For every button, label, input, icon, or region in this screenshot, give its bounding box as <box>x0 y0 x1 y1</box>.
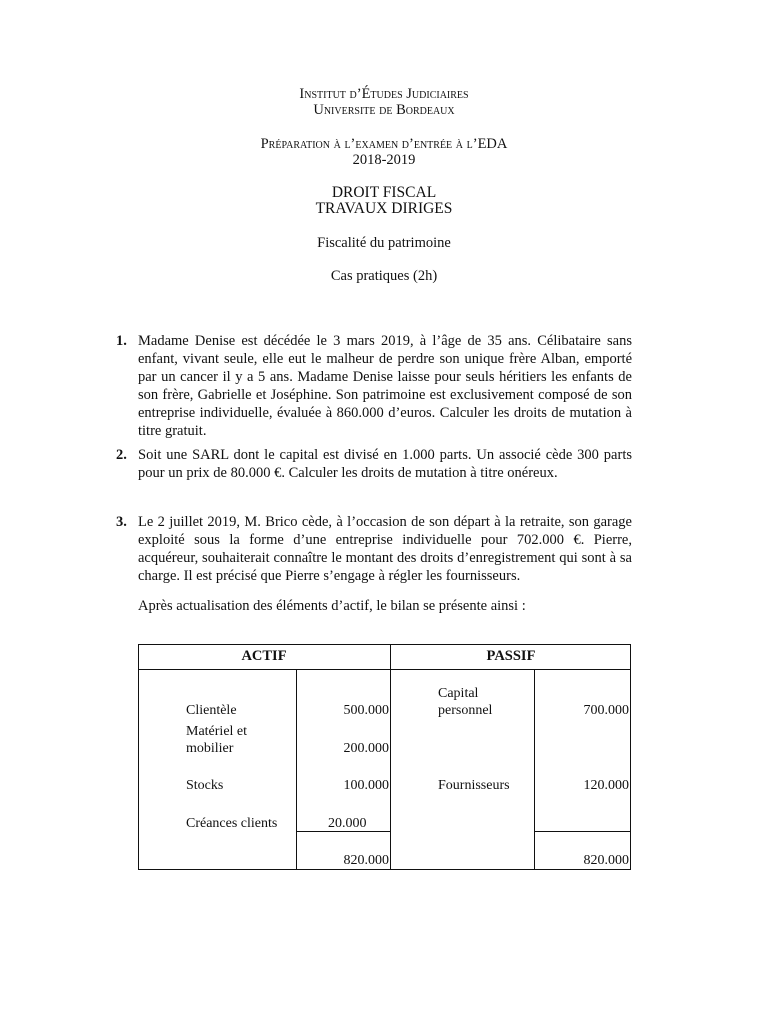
institute-name: Institut d’Études Judiciaires <box>299 86 469 102</box>
actif-label-stocks: Stocks <box>186 778 224 793</box>
passif-header: PASSIF <box>486 648 536 664</box>
table-border-left <box>138 644 139 870</box>
actif-label-materiel: Matériel et mobilier <box>186 724 248 756</box>
passif-value-fournisseurs: 120.000 <box>583 778 629 793</box>
actif-value-creances: 20.000 <box>328 816 367 831</box>
passif-label-fournisseurs: Fournisseurs <box>438 778 510 793</box>
university-name: Universite de Bordeaux <box>313 102 455 118</box>
question-text: Soit une SARL dont le capital est divisé en 1.000 parts. Un associé cède 300 parts pour un prix de 80.000 €. Calculer les droits de mutation à titre onéreux. <box>138 447 632 481</box>
preparation-title: Préparation à l’examen d’entrée à l’EDA <box>260 136 508 152</box>
exam-format: Cas pratiques (2h) <box>330 268 438 284</box>
question-number: 2. <box>116 447 127 463</box>
academic-year: 2018-2019 <box>352 152 416 168</box>
passif-value-column-line <box>534 669 535 870</box>
question-number: 1. <box>116 333 127 349</box>
question-text: Le 2 juillet 2019, M. Brico cède, à l’occasion de son départ à la retraite, son garage exploité sous la forme d’une entreprise individuelle pour 702.000 €. Pierre, acquéreur, souhaiterait connaître le montant des droits d’enregistrement qui sont à sa charge. Il est précisé que Pierre s’engage à régler les fournisseurs. <box>138 514 632 584</box>
header-separator <box>138 669 631 670</box>
actif-value-materiel: 200.000 <box>343 741 389 756</box>
passif-total: 820.000 <box>583 853 629 868</box>
table-border-right <box>630 644 631 870</box>
table-border-top <box>138 644 631 645</box>
question-number: 3. <box>116 514 127 530</box>
table-border-bottom <box>138 869 631 870</box>
actif-value-column-line <box>296 669 297 870</box>
question-text: Madame Denise est décédée le 3 mars 2019, à l’âge de 35 ans. Célibataire sans enfant, vivant seule, elle eut le malheur de perdre son unique frère Alban, emporté par un cancer il y a 5 ans. Madame Denise laisse pour seuls héritiers les enfants de son frère, Gabrielle et Joséphine. Son patrimoine est exclusivement composé de son entreprise individuelle, évaluée à 860.000 d’euros. Calculer les droits de mutation à titre gratuit. <box>138 333 632 439</box>
actif-value-stocks: 100.000 <box>343 778 389 793</box>
passif-value-capital: 700.000 <box>583 703 629 718</box>
actif-label-creances: Créances clients <box>186 816 278 831</box>
session-type: TRAVAUX DIRIGES <box>315 200 453 217</box>
subject-title: DROIT FISCAL <box>331 184 437 201</box>
actif-passif-divider <box>390 644 391 870</box>
balance-sheet-table <box>138 644 631 870</box>
actif-value-clientele: 500.000 <box>343 703 389 718</box>
question-3-followup: Après actualisation des éléments d’actif, le bilan se présente ainsi : <box>138 598 526 614</box>
passif-label-capital: Capital personnel <box>438 686 493 718</box>
passif-total-line <box>534 831 631 832</box>
actif-total: 820.000 <box>343 853 389 868</box>
actif-label-clientele: Clientèle <box>186 703 237 718</box>
actif-header: ACTIF <box>241 648 287 664</box>
topic-title: Fiscalité du patrimoine <box>317 235 451 251</box>
